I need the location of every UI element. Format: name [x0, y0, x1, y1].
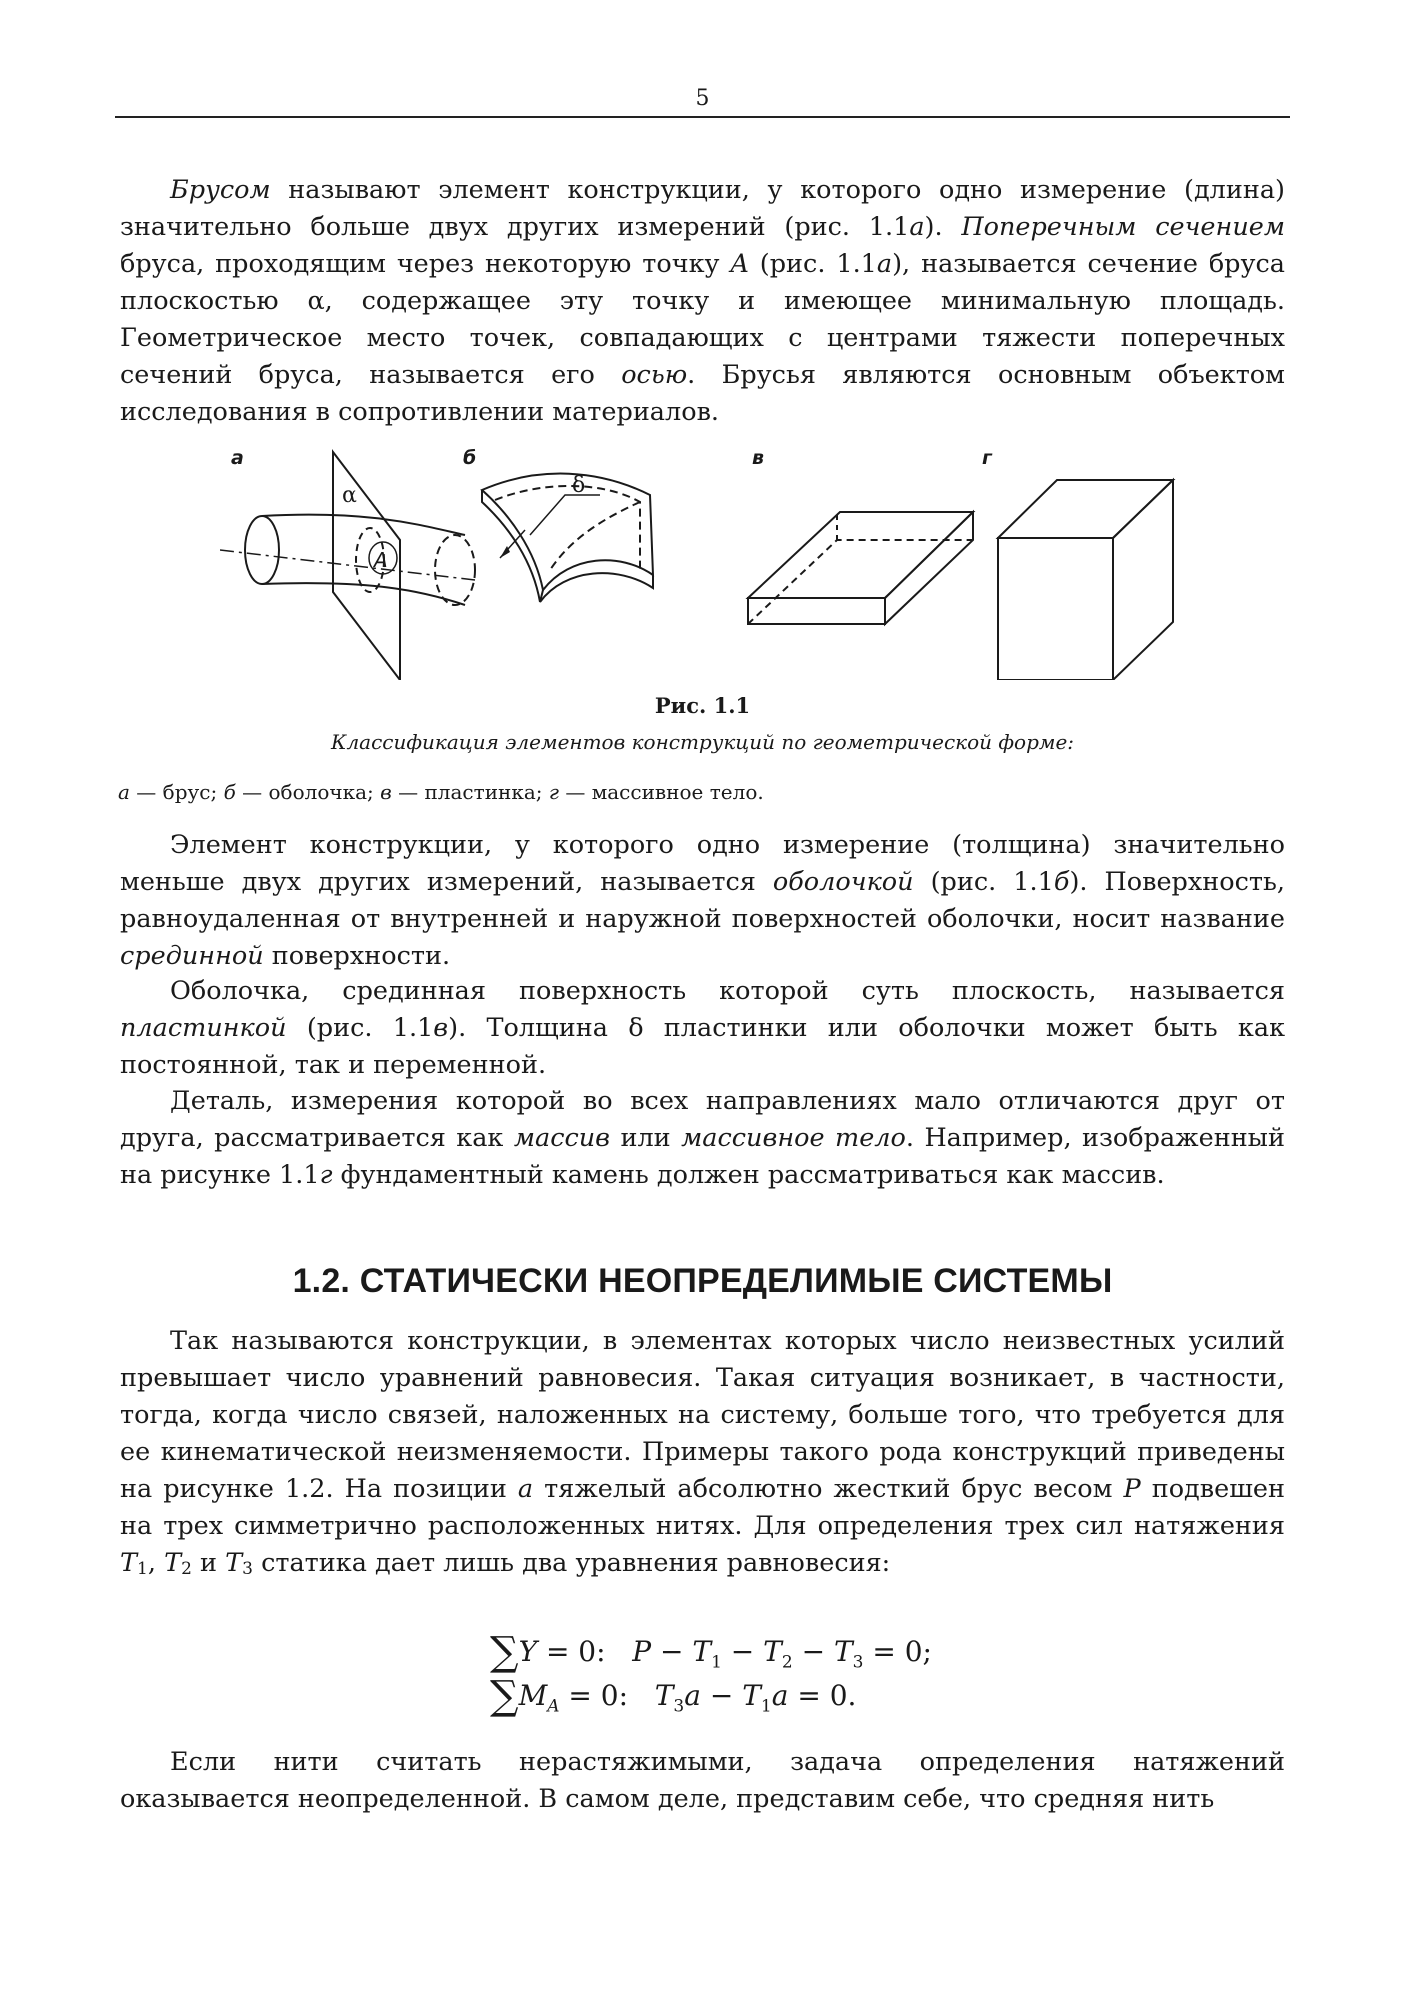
fig-ref-letter: а: [876, 249, 893, 279]
eq-text: −: [721, 1635, 764, 1668]
legend-text: — пластинка;: [391, 780, 549, 804]
point-symbol: A: [730, 249, 749, 279]
text: и: [191, 1548, 226, 1578]
eq-text: = 0.: [788, 1679, 857, 1712]
eq-text: = 0;: [863, 1635, 932, 1668]
legend-letter: в: [380, 780, 392, 804]
text: ). Поверхность, равноудаленная от внутренней и наружной поверхностей оболочки, носит название: [120, 867, 1285, 934]
alpha-label: α: [342, 483, 357, 508]
text: ,: [147, 1548, 165, 1578]
legend-letter: б: [223, 780, 236, 804]
figure-letter-a: а: [231, 447, 244, 469]
term-massive-body: массивное тело: [681, 1123, 906, 1153]
point-a-label: A: [374, 548, 388, 572]
text: ). Толщина δ пластинки или оболочки может быть как постоянной, так и переменной.: [120, 1013, 1286, 1080]
eq-symbol: a: [684, 1679, 701, 1712]
figure-caption-text: Классификация элементов конструкций по геометрической форме:: [330, 730, 1075, 754]
text: бруса, проходящим через некоторую точку: [120, 249, 731, 279]
equilibrium-equations: [490, 1630, 990, 1718]
text: статика дает лишь два уравнения равновесия:: [252, 1548, 891, 1578]
figure-caption-title: Рис. 1.1: [654, 693, 751, 718]
eq-subscript: 2: [781, 1652, 793, 1673]
text: (рис. 1.1: [286, 1013, 434, 1043]
legend-text: — массивное тело.: [558, 780, 764, 804]
tension-symbol: T: [120, 1548, 138, 1578]
tension-symbol: T: [164, 1548, 182, 1578]
figure-letter-b: б: [463, 447, 477, 469]
text: Если нити считать нерастяжимыми, задача определения натяжений оказывается неопределенной. В самом деле, представим себе, что средняя нить: [120, 1747, 1285, 1814]
eq-symbol: M: [518, 1679, 548, 1712]
legend-text: — оболочка;: [235, 780, 381, 804]
text: ).: [924, 212, 962, 242]
subscript: 2: [181, 1559, 192, 1579]
text: Элемент конструкции, у которого одно измерение (толщина) значительно меньше двух других измерений, называется: [120, 830, 1285, 897]
text: . Например, изображенный на рисунке 1.1: [120, 1123, 1285, 1190]
fig-ref-letter: б: [1053, 867, 1070, 897]
eq-symbol: Y: [518, 1635, 538, 1668]
paragraph-massive-body-definition: [120, 1083, 1285, 1194]
subscript: 1: [137, 1559, 148, 1579]
shell-drawing: [482, 473, 653, 602]
eq-symbol: P: [632, 1635, 652, 1668]
paragraph-indeterminate-systems: [120, 1323, 1285, 1588]
fig-ref-letter: г: [319, 1160, 333, 1190]
text: фундаментный камень должен рассматриваться как массив.: [332, 1160, 1165, 1190]
legend-text: — брус;: [129, 780, 224, 804]
legend-letter: г: [548, 780, 559, 804]
eq-symbol: T: [654, 1679, 674, 1712]
eq-subscript: 3: [673, 1696, 685, 1717]
text: ), называется сечение бруса плоскостью α, содержащее эту точку и имеющее минимальную площадь. Геометрическое место точек, совпадающих с центрами тяжести поперечных сечений бруса, называется его: [120, 249, 1285, 390]
header-rule: [115, 116, 1290, 118]
fig-ref-letter: а: [909, 212, 925, 242]
eq-symbol: T: [692, 1635, 712, 1668]
eq-symbol: T: [742, 1679, 761, 1712]
plate-drawing: [748, 512, 973, 624]
sum-symbol: ∑: [490, 1629, 519, 1675]
term-beam: Брусом: [170, 175, 271, 205]
eq-text: = 0:: [559, 1679, 655, 1712]
sum-symbol: ∑: [490, 1673, 519, 1719]
eq-text: −: [792, 1635, 834, 1668]
paragraph-inextensible-threads: [120, 1744, 1285, 1818]
eq-symbol: T: [763, 1635, 782, 1668]
tension-symbol: T: [225, 1548, 243, 1578]
massive-body-drawing: [998, 480, 1173, 680]
term-median: срединной: [120, 941, 264, 971]
paragraph-beam-definition: [120, 172, 1285, 431]
eq-text: −: [651, 1635, 693, 1668]
text: Оболочка, срединная поверхность которой суть плоскость, называется: [170, 976, 1285, 1006]
paragraph-plate-definition: [120, 973, 1285, 1084]
eq-text: = 0:: [537, 1635, 633, 1668]
equation-moment-balance: [490, 1674, 990, 1718]
term-massive: массив: [513, 1123, 611, 1153]
text: подвешен на трех симметрично расположенных нитях. Для определения трех сил натяжения: [120, 1474, 1285, 1541]
eq-text: −: [700, 1679, 743, 1712]
equation-force-balance: [490, 1630, 990, 1674]
text: называют элемент конструкции, у которого одно измерение (длина) значительно больше двух других измерений (рис. 1.1: [120, 175, 1285, 242]
position-letter: а: [517, 1474, 534, 1504]
eq-subscript: A: [547, 1696, 560, 1717]
figure-element-classification: [220, 440, 1180, 680]
text: (рис. 1.1: [748, 249, 877, 279]
text: или: [610, 1123, 682, 1153]
text: (рис. 1.1: [913, 867, 1054, 897]
text: Так называются конструкции, в элементах которых число неизвестных усилий превышает число уравнений равновесия. Такая ситуация возникает, в частности, тогда, когда число связей, наложенных на систему, больше того, что требуется для ее кинематической неизменяемости. Примеры такого рода конструкций приведены на рисунке 1.2. На позиции: [120, 1326, 1285, 1504]
text: тяжелый абсолютно жесткий брус весом: [533, 1474, 1124, 1504]
term-axis: осью: [621, 360, 688, 390]
eq-subscript: 1: [711, 1652, 722, 1673]
figure-legend: [118, 780, 764, 804]
term-shell: оболочкой: [772, 867, 914, 897]
eq-subscript: 1: [760, 1696, 772, 1717]
fig-ref-letter: в: [433, 1013, 449, 1043]
figure-letter-d: г: [982, 447, 992, 469]
page-number: 5: [695, 86, 710, 111]
subscript: 3: [242, 1559, 253, 1579]
term-plate: пластинкой: [120, 1013, 287, 1043]
beam-drawing: [220, 452, 475, 680]
term-cross-section: Поперечным сечением: [961, 212, 1285, 242]
text: . Брусья являются основным объектом исследования в сопротивлении материалов.: [120, 360, 1285, 427]
eq-symbol: a: [771, 1679, 789, 1712]
paragraph-shell-definition: [120, 827, 1285, 975]
text: Деталь, измерения которой во всех направлениях мало отличаются друг от друга, рассматривается как: [120, 1086, 1285, 1153]
eq-symbol: T: [833, 1635, 853, 1668]
delta-label: δ: [572, 473, 586, 498]
eq-subscript: 3: [852, 1652, 864, 1673]
weight-symbol: P: [1123, 1474, 1141, 1504]
figure-letter-c: в: [752, 447, 765, 469]
text: поверхности.: [263, 941, 451, 971]
legend-letter: а: [118, 780, 130, 804]
section-heading: 1.2. СТАТИЧЕСКИ НЕОПРЕДЕЛИМЫЕ СИСТЕМЫ: [292, 1262, 1113, 1300]
